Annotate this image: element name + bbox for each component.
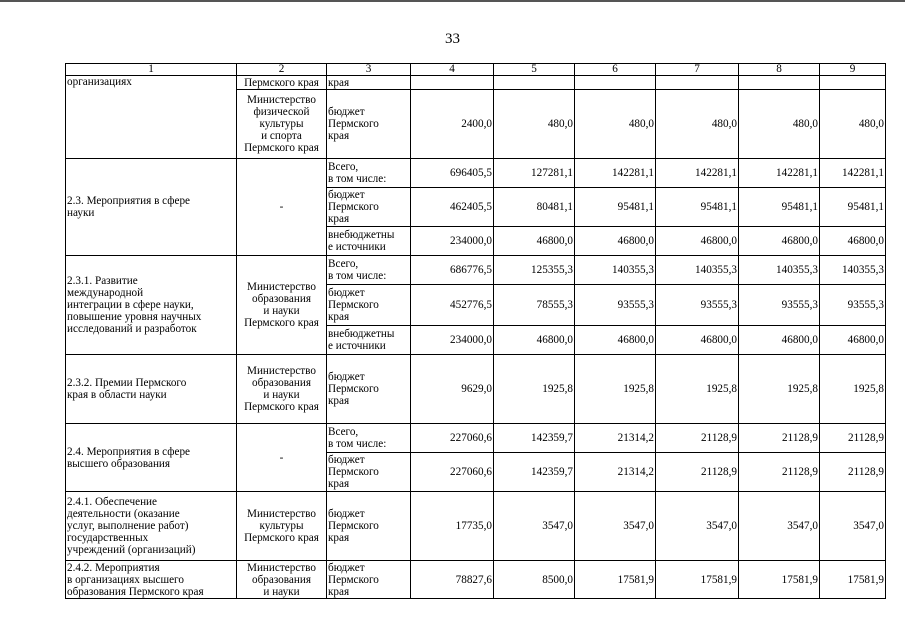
source-cell [327,561,411,599]
cell-line: Министерство [247,561,316,574]
cell-line: в организациях высшего [67,573,184,586]
value-cell: 1925,8 [739,355,820,424]
cell-line: Пермского края [244,401,319,413]
value-cell: 17581,9 [656,561,739,599]
column-header: 4 [411,64,494,76]
source-cell [327,492,411,561]
activity-cell [66,76,237,159]
activity-cell [66,256,237,355]
value-cell: 227060,6 [411,453,494,492]
cell-line: образования [251,293,311,305]
value-cell: 21128,9 [739,453,820,492]
value-cell: 93555,3 [820,285,886,326]
cell-line: бюджет [328,371,365,383]
cell-line: физической [253,106,310,118]
cell-line: Всего, [328,258,359,270]
value-cell: 21128,9 [739,424,820,453]
table-row [66,159,886,188]
cell-line: края [328,395,350,407]
value-cell: 46800,0 [820,326,886,355]
executor-cell [237,561,327,599]
executor-cell: - [237,159,327,256]
value-cell: 462405,5 [411,188,494,227]
column-header: 9 [820,64,886,76]
table-row [66,561,886,599]
value-cell: 140355,3 [820,256,886,285]
cell-line: края [328,532,350,544]
table-row [66,424,886,453]
cell-line: деятельности (оказание [67,508,180,520]
cell-line: Пермского [328,118,379,130]
executor-cell [237,256,327,355]
value-cell: 17581,9 [575,561,656,599]
value-cell: 8500,0 [494,561,575,599]
value-cell: 17581,9 [739,561,820,599]
executor-cell [237,355,327,424]
value-cell: 17735,0 [411,492,494,561]
value-cell: 46800,0 [494,227,575,256]
source-cell [327,285,411,326]
column-header: 3 [327,64,411,76]
cell-line: бюджет [328,287,365,299]
cell-line: образования Пермского края [67,585,204,598]
value-cell: 452776,5 [411,285,494,326]
table-row [66,256,886,285]
cell-line: Министерство [247,365,316,377]
cell-line: и спорта [261,130,302,142]
cell-line: науки [67,207,95,219]
value-cell: 1925,8 [575,355,656,424]
cell-line: Всего, [328,426,359,438]
value-cell: 93555,3 [656,285,739,326]
cell-line: е источники [328,241,386,253]
value-cell: 480,0 [739,90,820,159]
value-cell [820,76,886,90]
cell-line: края [328,311,350,323]
cell-line: бюджет [328,106,365,118]
value-cell: 46800,0 [575,227,656,256]
cell-line: края [328,585,350,598]
cell-line: 2.3.2. Премии Пермского [67,377,187,389]
activity-text: организациях [67,76,132,88]
value-cell: 480,0 [575,90,656,159]
value-cell [575,76,656,90]
cell-line: Пермского края [244,532,319,544]
cell-line: Пермского [328,383,379,395]
value-cell: 21128,9 [656,453,739,492]
value-cell: 1925,8 [656,355,739,424]
cell-line: в том числе: [328,438,387,450]
cell-line: бюджет [328,508,365,520]
value-cell: 46800,0 [739,326,820,355]
value-cell: 9629,0 [411,355,494,424]
cell-line: Пермского [328,573,379,586]
cell-line: края [328,478,350,490]
cell-line: культуры [259,118,304,130]
cell-line: в том числе: [328,270,387,282]
source-cell [327,159,411,188]
cell-line: края в области науки [67,389,167,401]
value-cell: 21314,2 [575,424,656,453]
value-cell: 46800,0 [575,326,656,355]
source-cell [327,355,411,424]
column-header: 2 [237,64,327,76]
value-cell: 142281,1 [656,159,739,188]
value-cell: 21128,9 [656,424,739,453]
source-cell: края [327,76,411,90]
value-cell: 142281,1 [820,159,886,188]
value-cell: 142281,1 [739,159,820,188]
cell-line: образования [251,377,311,389]
value-cell: 3547,0 [494,492,575,561]
cell-line: 2.4.2. Мероприятия [67,561,160,574]
value-cell: 95481,1 [820,188,886,227]
column-header: 7 [656,64,739,76]
budget-table [65,63,886,599]
value-cell: 3547,0 [575,492,656,561]
value-cell: 95481,1 [739,188,820,227]
cell-line: бюджет [328,189,365,201]
value-cell: 480,0 [494,90,575,159]
value-cell: 234000,0 [411,326,494,355]
executor-cell: Пермского края [237,76,327,90]
value-cell: 21128,9 [820,453,886,492]
value-cell: 93555,3 [739,285,820,326]
cell-line: и науки [263,305,300,317]
table-row [66,492,886,561]
value-cell: 17581,9 [820,561,886,599]
value-cell: 78555,3 [494,285,575,326]
value-cell: 95481,1 [575,188,656,227]
value-cell: 80481,1 [494,188,575,227]
cell-line: Всего, [328,161,359,173]
value-cell: 140355,3 [575,256,656,285]
cell-line: Пермского края [244,317,319,329]
activity-cell [66,492,237,561]
cell-line: Министерство [247,508,316,520]
cell-line: повышение уровня научных [67,311,202,323]
cell-line: в том числе: [328,173,387,185]
source-cell [327,227,411,256]
cell-line: услуг, выполнение работ) [67,520,189,532]
value-cell: 142281,1 [575,159,656,188]
column-header: 1 [66,64,237,76]
value-cell: 46800,0 [494,326,575,355]
cell-line: Пермского [328,201,379,213]
value-cell: 46800,0 [656,227,739,256]
source-cell [327,90,411,159]
cell-line: е источники [328,340,386,352]
source-cell [327,326,411,355]
cell-line: Пермского края [244,142,319,154]
cell-line: края [328,213,350,225]
cell-line: культуры [259,520,304,532]
activity-cell [66,159,237,256]
value-cell: 3547,0 [656,492,739,561]
value-cell [411,76,494,90]
value-cell [739,76,820,90]
cell-line: Министерство [247,94,316,106]
source-cell [327,256,411,285]
value-cell: 140355,3 [656,256,739,285]
cell-line: края [328,130,350,142]
value-cell: 93555,3 [575,285,656,326]
value-cell: 46800,0 [739,227,820,256]
cell-line: 2.4.1. Обеспечение [67,496,158,508]
value-cell: 3547,0 [820,492,886,561]
value-cell: 234000,0 [411,227,494,256]
table-row [66,76,886,90]
column-header: 8 [739,64,820,76]
value-cell: 227060,6 [411,424,494,453]
value-cell [494,76,575,90]
cell-line: Пермского [328,520,379,532]
cell-line: бюджет [328,561,365,574]
cell-line: 2.3. Мероприятия в сфере [67,195,191,207]
cell-line: учреждений (организаций) [67,544,196,556]
activity-cell [66,355,237,424]
column-header: 5 [494,64,575,76]
value-cell: 21128,9 [820,424,886,453]
table-row [66,355,886,424]
executor-cell: - [237,424,327,492]
value-cell: 1925,8 [494,355,575,424]
value-cell: 127281,1 [494,159,575,188]
activity-cell [66,561,237,599]
cell-line: государственных [67,532,149,544]
activity-cell [66,424,237,492]
source-cell [327,424,411,453]
cell-line: Пермского [328,466,379,478]
cell-line: образования [251,573,311,586]
source-cell [327,188,411,227]
cell-line: интеграции в сфере науки, [67,299,194,311]
column-number-row [66,64,886,76]
column-header: 6 [575,64,656,76]
page-number: 33 [445,31,460,47]
value-cell: 46800,0 [656,326,739,355]
value-cell: 696405,5 [411,159,494,188]
value-cell: 3547,0 [739,492,820,561]
source-cell [327,453,411,492]
value-cell: 21314,2 [575,453,656,492]
executor-cell [237,90,327,159]
value-cell: 686776,5 [411,256,494,285]
value-cell: 95481,1 [656,188,739,227]
value-cell: 1925,8 [820,355,886,424]
value-cell: 78827,6 [411,561,494,599]
cell-line: и науки [263,389,300,401]
cell-line: внебюджетны [328,328,395,340]
value-cell: 480,0 [820,90,886,159]
value-cell: 142359,7 [494,424,575,453]
cell-line: Пермского [328,299,379,311]
value-cell: 142359,7 [494,453,575,492]
value-cell: 2400,0 [411,90,494,159]
value-cell: 480,0 [656,90,739,159]
value-cell: 125355,3 [494,256,575,285]
value-cell: 46800,0 [820,227,886,256]
cell-line: внебюджетны [328,229,395,241]
value-cell [656,76,739,90]
cell-line: высшего образования [67,457,171,470]
cell-line: 2.3.1. Развитие [67,275,138,287]
cell-line: международной [67,287,144,299]
top-rule [0,0,905,2]
cell-line: исследований и разработок [67,323,197,335]
cell-line: Министерство [247,281,316,293]
value-cell: 140355,3 [739,256,820,285]
executor-cell [237,492,327,561]
cell-line: бюджет [328,454,365,466]
cell-line: и науки [263,585,300,598]
cell-line: 2.4. Мероприятия в сфере [67,445,191,458]
